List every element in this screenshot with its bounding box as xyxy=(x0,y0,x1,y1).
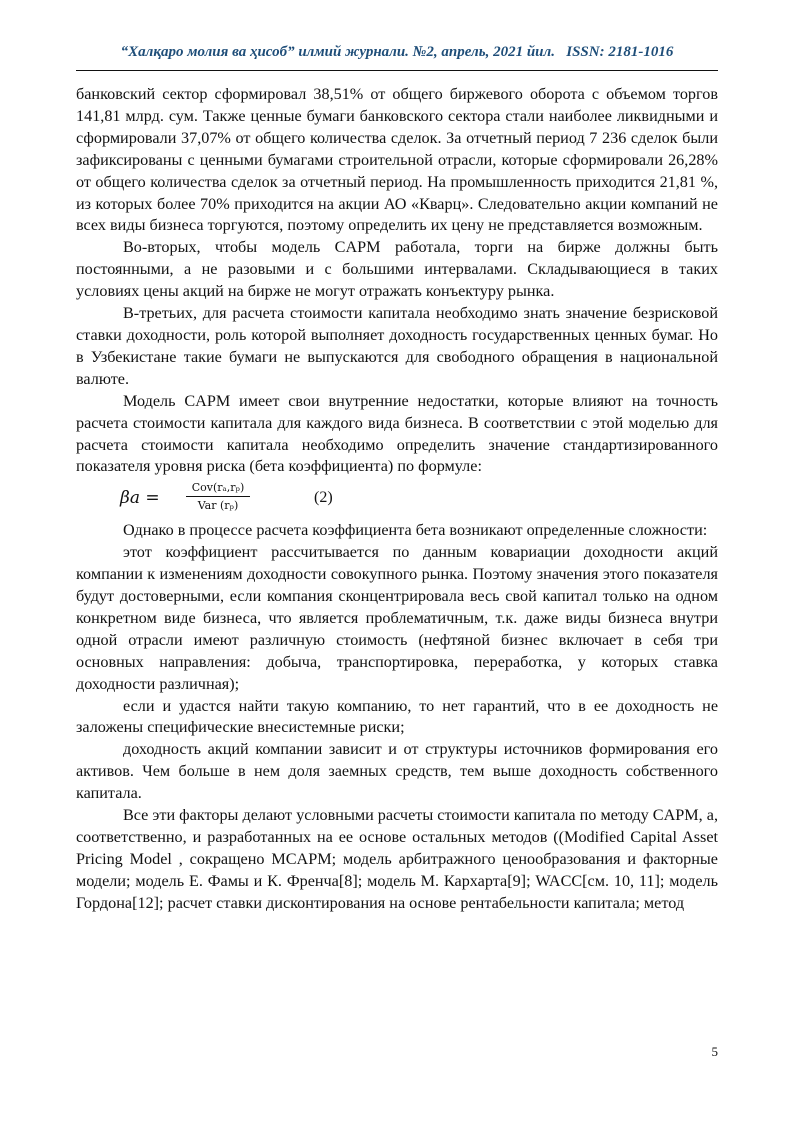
beta-formula xyxy=(76,478,718,520)
body-text xyxy=(76,84,718,915)
list-item: если и удастся найти такую компанию, то нет гарантий, что в ее доходность не заложены специфические внесистемные риски; xyxy=(76,696,718,737)
list-item: этот коэффициент рассчитывается по данным ковариации доходности акций компании к изменениям доходности совокупного рынка. Поэтому значения этого показателя будут достоверными, если компания сконцентрировала весь свой капитал только на одном конкретном виде бизнеса, что является проблематичным, т.к. даже виды бизнеса внутри одной отрасли имеют различную стоимость (нефтяной бизнес включает в себя три основных направления: добыча, транспортировка, переработка, у которых ставка доходности различная); xyxy=(76,543,718,693)
list-item: доходность акций компании зависит и от структуры источников формирования его активов. Чем больше в нем доля заемных средств, тем выше доходность собственного капитала. xyxy=(76,740,718,803)
paragraph: Во-вторых, чтобы модель CAPM работала, торги на бирже должны быть постоянными, а не разовыми и с большими интервалами. Складывающиеся в таких условиях цены акций на бирже не могут отражать конъектуру рынка. xyxy=(76,238,718,301)
formula-denominator: Var (rₚ) xyxy=(197,499,239,513)
page-number: 5 xyxy=(711,1044,718,1059)
journal-title: “Халқаро молия ва ҳисоб” илмий журнали. №2, апрель, 2021 йил. xyxy=(120,44,555,60)
running-header xyxy=(76,44,718,61)
formula-fraction xyxy=(186,480,250,513)
header-rule xyxy=(76,70,718,71)
paragraph: Все эти факторы делают условными расчеты стоимости капитала по методу CAPM, а, соответственно, и разработанных на ее основе остальных методов ((Modified Capital Asset Pricing Model , сокращено MCAPM; модель арбитражного ценообразования и факторные модели; модель Е. Фамы и К. Френча[8]; модель М. Кархарта[9]; WACC[см. 10, 11]; модель Гордона[12]; расчет ставки дисконтирования на основе рентабельности капитала; метод xyxy=(76,806,718,912)
formula-number: (2) xyxy=(314,489,333,507)
fraction-bar xyxy=(186,496,250,497)
formula-lhs: βa = xyxy=(120,488,160,509)
paragraph: В-третьих, для расчета стоимости капитала необходимо знать значение безрисковой ставки доходности, роль которой выполняет доходность государственных ценных бумаг. Но в Узбекистане такие бумаги не выпускаются для свободного обращения в национальной валюте. xyxy=(76,304,718,388)
formula-numerator: Cov(rₐ,rₚ) xyxy=(191,481,245,495)
paragraph: банковский сектор сформировал 38,51% от общего биржевого оборота с объемом торгов 141,81 млрд. сум. Также ценные бумаги банковского сектора стали наиболее ликвидными и сформировали 37,07% от общего количества сделок. За отчетный период 7 236 сделок были зафиксированы с ценными бумагами строительной отрасли, которые сформировали 26,28% от общего количества сделок за отчетный период. На промышленность приходится 21,81 %, из которых более 70% приходится на акции АО «Кварц». Следовательно акции компаний не всех виды бизнеса торгуются, поэтому определить их цену не представляется возможным. xyxy=(76,85,718,235)
paragraph: Однако в процессе расчета коэффициента бета возникают определенные сложности: xyxy=(123,521,708,540)
issn: ISSN: 2181-1016 xyxy=(566,44,674,60)
paragraph: Модель CAPM имеет свои внутренние недостатки, которые влияют на точность расчета стоимости капитала для каждого вида бизнеса. В соответствии с этой моделью для расчета стоимости капитала необходимо определить значение стандартизированного показателя уровня риска (бета коэффициента) по формуле: xyxy=(76,391,718,476)
